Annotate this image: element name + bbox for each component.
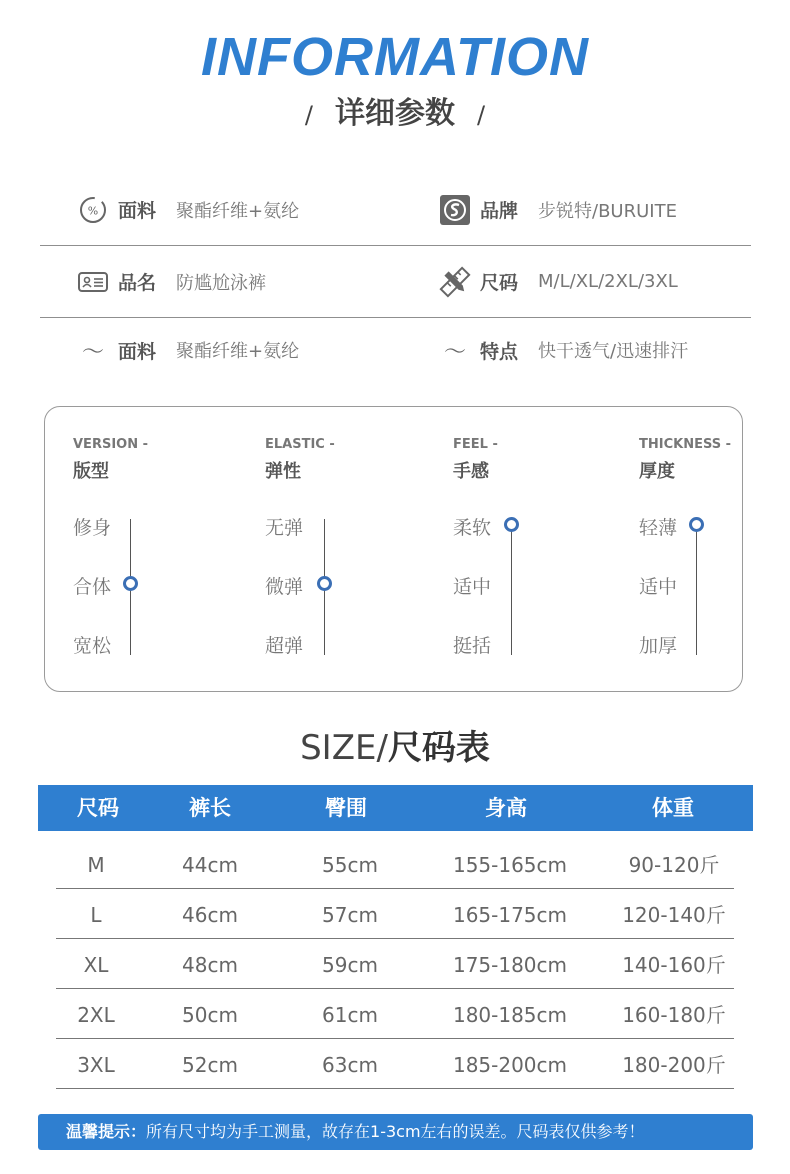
attribute-option: 适中 [639,576,678,598]
table-cell: 63cm [322,1053,378,1077]
table-cell: 61cm [322,1003,378,1027]
table-cell: L [90,903,102,927]
param-feature [438,314,688,386]
attribute-option: 宽松 [73,635,112,657]
page-subtitle [0,88,790,132]
param-row [40,314,751,386]
table-cell: 90-120斤 [628,853,720,877]
param-label: 尺码 [480,272,519,294]
param-value: M/L/XL/2XL/3XL [538,271,678,292]
size-section-title [0,720,790,769]
size-table-header [38,785,753,831]
table-row [56,989,734,1039]
table-row [56,889,734,939]
attribute-cn-label: 手感 [453,461,489,482]
table-cell: 165-175cm [452,903,568,927]
table-cell: 180-185cm [452,1003,568,1027]
subtitle-slash-left: / [304,101,313,129]
size-title-cn: 尺码表 [387,728,490,768]
subtitle-text: 详细参数 [335,96,455,131]
table-row [56,1039,734,1089]
table-cell: 57cm [322,903,378,927]
ruler-pencil-icon [438,265,472,299]
param-value: 步锐特/BURUITE [538,200,677,222]
table-row [56,939,734,989]
table-cell: 140-160斤 [622,953,726,977]
param-size [438,246,678,317]
attribute-thickness [639,407,739,691]
attribute-scale-line [696,519,697,655]
param-label: 面料 [118,200,157,222]
attribute-en-label: THICKNESS - [639,437,732,452]
attribute-marker [689,517,704,532]
attribute-cn-label: 厚度 [639,461,675,482]
attribute-en-label: VERSION - [73,437,149,452]
tip-banner [38,1114,753,1150]
table-row [56,839,734,889]
table-cell: 59cm [322,953,378,977]
table-cell: 52cm [182,1053,238,1077]
table-cell: 3XL [77,1053,115,1077]
attribute-option: 合体 [73,576,112,598]
column-header: 臀围 [325,796,367,820]
column-header: 体重 [652,796,694,820]
param-label: 品牌 [480,200,519,222]
param-value: 快干透气/迅速排汗 [538,341,689,362]
attribute-option: 挺括 [453,635,492,657]
size-title-en: SIZE/ [300,728,388,768]
attribute-option: 适中 [453,576,492,598]
subtitle-slash-right: / [477,101,486,129]
column-header: 裤长 [189,796,231,820]
table-cell: 120-140斤 [622,903,726,927]
attribute-option: 修身 [73,517,112,539]
table-cell: 55cm [322,853,378,877]
attribute-scale-line [511,519,512,655]
table-cell: 2XL [77,1003,115,1027]
table-cell: 44cm [182,853,238,877]
column-header: 身高 [485,796,527,820]
attribute-option: 超弹 [265,635,304,657]
id-card-icon [76,265,110,299]
column-header: 尺码 [77,796,119,820]
param-row [40,174,751,246]
table-cell: 48cm [182,953,238,977]
tilde-icon: ～ [443,339,466,365]
attribute-option: 无弹 [265,517,304,539]
page-title: INFORMATION [201,27,589,87]
percent-circle-icon [76,193,110,227]
attribute-version [73,407,223,691]
param-value: 聚酯纤维+氨纶 [176,341,300,362]
table-cell: 50cm [182,1003,238,1027]
param-product-name [76,246,266,317]
attribute-marker [504,517,519,532]
param-brand [438,174,677,245]
attribute-panel [44,406,743,692]
table-cell: XL [83,953,109,977]
param-label: 面料 [118,340,157,363]
table-cell: M [87,853,105,877]
tilde-icon: ～ [81,339,104,365]
brand-logo-icon [438,193,472,227]
tip-label: 温馨提示： [66,1122,147,1141]
param-label: 特点 [480,340,519,363]
param-row [40,246,751,318]
table-cell: 160-180斤 [622,1003,726,1027]
table-cell: 180-200斤 [622,1053,726,1077]
attribute-option: 柔软 [453,517,492,539]
attribute-option: 轻薄 [639,517,678,539]
attribute-option: 微弹 [265,576,304,598]
attribute-cn-label: 版型 [73,461,109,482]
attribute-en-label: FEEL - [453,437,498,452]
attribute-feel [453,407,603,691]
attribute-option: 加厚 [639,635,678,657]
table-cell: 46cm [182,903,238,927]
attribute-elastic [265,407,415,691]
table-cell: 155-165cm [452,853,568,877]
param-label: 品名 [118,272,157,294]
attribute-marker [317,576,332,591]
attribute-marker [123,576,138,591]
param-value: 聚酯纤维+氨纶 [176,200,300,222]
table-cell: 185-200cm [452,1053,568,1077]
param-fabric [76,174,299,245]
svg-text:%: % [87,204,99,217]
table-cell: 175-180cm [452,953,568,977]
param-value: 防尴尬泳裤 [176,272,267,294]
param-fabric-2 [76,314,299,386]
attribute-cn-label: 弹性 [265,461,301,482]
tip-text: 所有尺寸均为手工测量，故存在1-3cm左右的误差。尺码表仅供参考！ [146,1122,645,1141]
attribute-en-label: ELASTIC - [265,437,335,452]
